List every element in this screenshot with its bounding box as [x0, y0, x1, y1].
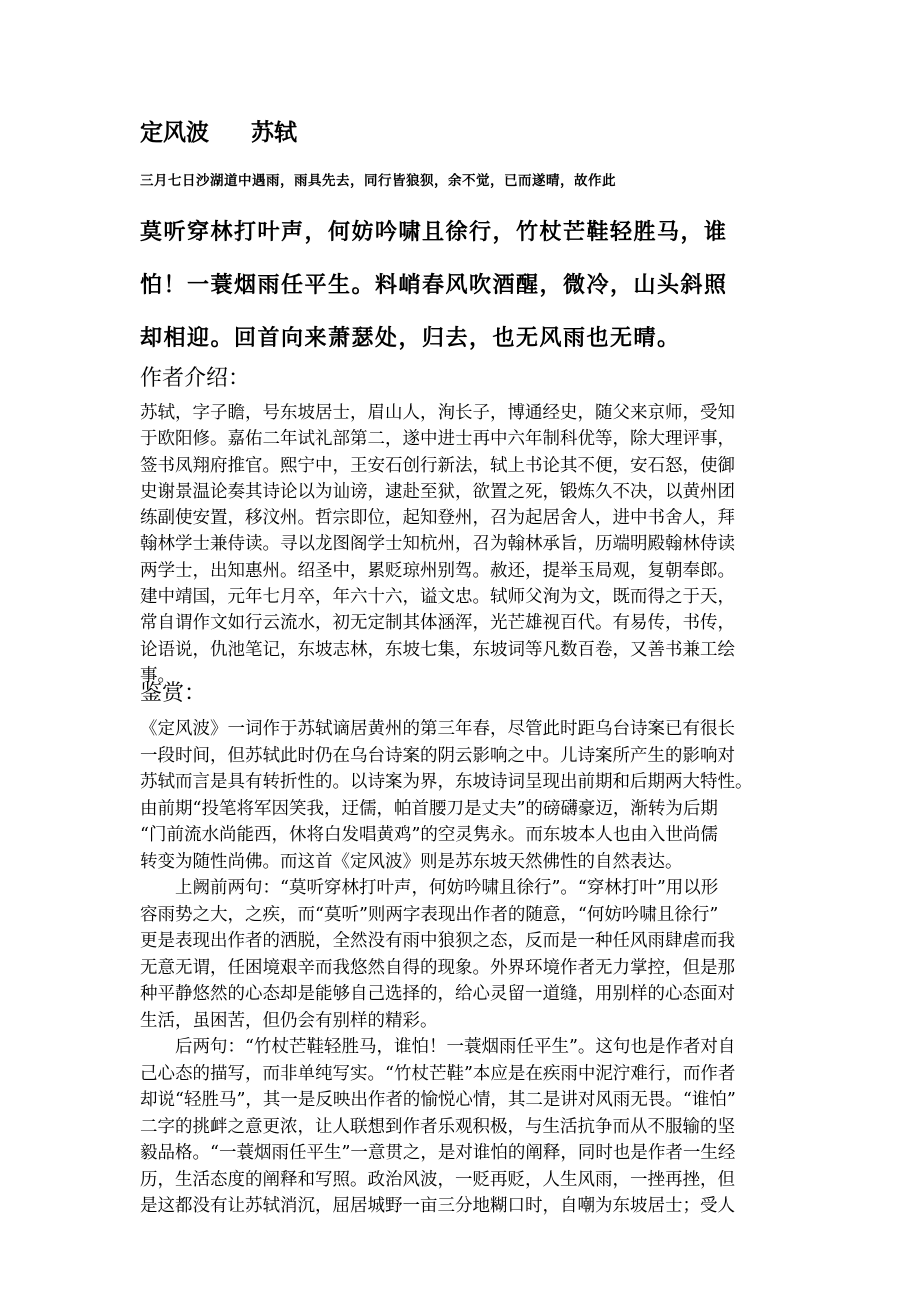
text-line: 容雨势之大，之疾，而“莫听”则两字表现出作者的随意，“何妨吟啸且徐行” — [140, 904, 719, 925]
text-line: “门前流水尚能西，休将白发唱黄鸡”的空灵隽永。而东坡本人也由入世尚儒 — [140, 825, 718, 845]
poem-line: 怕！一蓑烟雨任平生。料峭春风吹酒醒，微冷，山头斜照 — [140, 272, 728, 298]
text-line: 史谢景温论奏其诗论以为讪谤，逮赴至狱，欲置之死，锻炼久不决，以黄州团 — [140, 481, 735, 502]
text-line: 历，生活态度的阐释和写照。政治风波，一贬再贬，人生风雨，一挫再挫，但 — [140, 1169, 735, 1190]
text-line: 常自谓作文如行云流水，初无定制其体涵浑，光芒雄视百代。有易传，书传， — [140, 613, 735, 634]
text-line: 更是表现出作者的洒脱，全然没有雨中狼狈之态，反而是一种任风雨肆虐而我 — [140, 931, 735, 951]
author-intro-text — [140, 400, 780, 689]
text-line: 事。 — [140, 665, 175, 686]
text-line: 毅品格。“一蓑烟雨任平生”一意贯之，是对谁怕的阐释，同时也是作者一生经 — [140, 1143, 736, 1163]
poem-line: 却相迎。回首向来萧瑟处，归去，也无风雨也无晴。 — [140, 325, 681, 351]
poem-line: 莫听穿林打叶声，何妨吟啸且徐行，竹杖芒鞋轻胜马，谁 — [140, 219, 728, 245]
text-line: 两学士，出知惠州。绍圣中，累贬琼州别驾。赦还，提举玉局观，复朝奉郎。 — [140, 560, 735, 581]
poem-title — [140, 118, 297, 148]
poem-author: 苏轼 — [251, 119, 297, 146]
text-line: 却说“轻胜马”，其一是反映出作者的愉悦心情，其二是讲对风雨无畏。“谁怕” — [140, 1090, 736, 1110]
text-line: 翰林学士兼侍读。寻以龙图阁学士知杭州，召为翰林承旨，历端明殿翰林侍读 — [140, 534, 735, 555]
poem-name: 定风波 — [140, 119, 209, 146]
text-line: 无意无谓，任困境艰辛而我悠然自得的现象。外界环境作者无力掌控，但是那 — [140, 957, 735, 978]
text-line: 由前期“投笔将军因笑我，迂儒，帕首腰刀是丈夫”的磅礴豪迈，渐转为后期 — [140, 798, 718, 819]
text-line: 上阙前两句：“莫听穿林打叶声，何妨吟啸且徐行”。“穿林打叶”用以形 — [175, 878, 719, 898]
text-line: 于欧阳修。嘉佑二年试礼部第二，遂中进士再中六年制科优等，除大理评事， — [140, 429, 735, 450]
text-line: 签书凤翔府推官。熙宁中，王安石创行新法，轼上书论其不便，安石怒，使御 — [140, 455, 735, 476]
text-line: 生活，虽困苦，但仍会有别样的精彩。 — [140, 1010, 438, 1031]
text-line: 后两句：“竹杖芒鞋轻胜马，谁怕！一蓑烟雨任平生”。这句也是作者对自 — [175, 1037, 736, 1057]
poem-preface: 三月七日沙湖道中遇雨，雨具先去，同行皆狼狈，余不觉，已而遂晴，故作此 — [140, 173, 616, 189]
appreciation-text — [140, 716, 780, 1220]
text-line: 转变为随性尚佛。而这首《定风波》则是苏东坡天然佛性的自然表达。 — [140, 851, 683, 872]
text-line: 苏轼而言是具有转折性的。以诗案为界，东坡诗词呈现出前期和后期两大特性。 — [140, 772, 753, 792]
appreciation-heading: 鉴赏： — [140, 681, 207, 706]
text-line: 己心态的描写，而非单纯写实。“竹杖芒鞋”本应是在疾雨中泥泞难行，而作者 — [140, 1063, 736, 1084]
author-intro-heading: 作者介绍： — [140, 366, 251, 391]
text-line: 练副使安置，移汶州。哲宗即位，起知登州，召为起居舍人，进中书舍人，拜 — [140, 508, 735, 529]
text-line: 是这都没有让苏轼消沉，屈居城野一亩三分地糊口时，自嘲为东坡居士；受人 — [140, 1196, 735, 1216]
text-line: 苏轼，字子瞻，号东坡居士，眉山人，洵长子，博通经史，随父来京师，受知 — [140, 403, 735, 423]
text-line: 论语说，仇池笔记，东坡志林，东坡七集，东坡词等凡数百卷，又善书兼工绘 — [140, 639, 735, 660]
text-line: 种平静悠然的心态却是能够自己选择的，给心灵留一道缝，用别样的心态面对 — [140, 984, 735, 1004]
text-line: 《定风波》一词作于苏轼谪居黄州的第三年春，尽管此时距乌台诗案已有很长 — [140, 719, 735, 739]
text-line: 一段时间，但苏轼此时仍在乌台诗案的阴云影响之中。儿诗案所产生的影响对 — [140, 745, 735, 766]
text-line: 建中靖国，元年七月卒，年六十六，谥文忠。轼师父洵为文，既而得之于天， — [140, 587, 735, 608]
poem-body — [140, 206, 780, 365]
text-line: 二字的挑衅之意更浓，让人联想到作者乐观积极，与生活抗争而从不服输的坚 — [140, 1116, 735, 1137]
